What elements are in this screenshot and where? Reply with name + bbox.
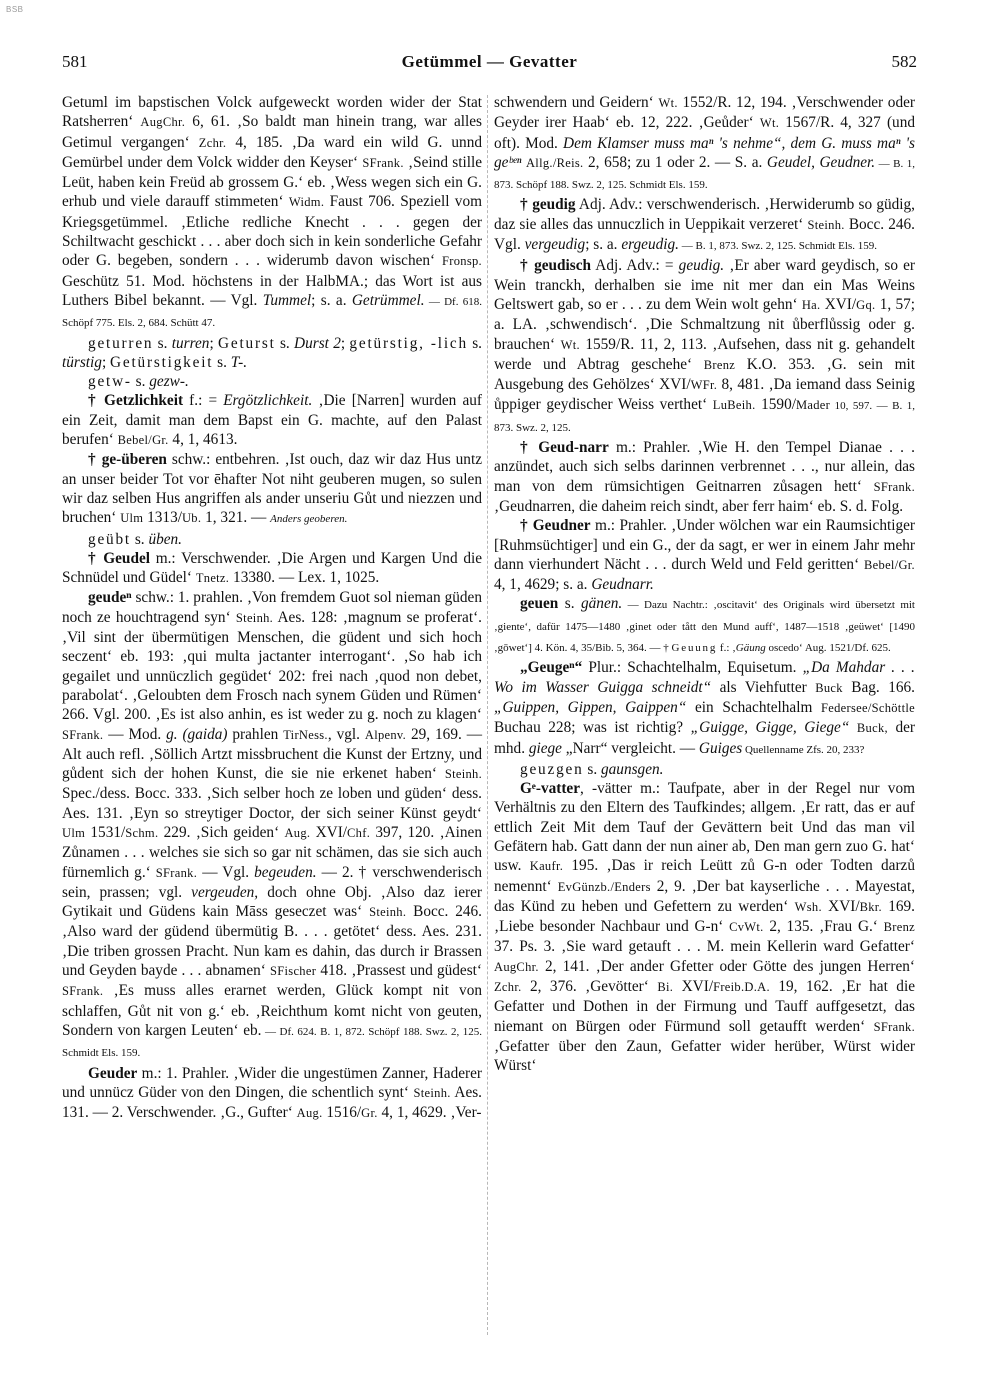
library-stamp: BSB	[6, 5, 24, 14]
entry-geugen: „Geugeⁿ“ Plur.: Schachtelhalm, Equisetum. „Da Mahdar . . . Wo im Wasser Guigga schneidt“ als Viehfutter Buck Bag. 166. „Guippen, Gippen, Gaippen“ ein Schachtelhalm Federsee/Schöttle Buchau 228; was ist richtig? „Guigge, Gigge, Giege“ Buck, der mhd. giege „Narr“ vergleicht. — Guiges Quellenname Zfs. 20, 233?	[494, 659, 916, 757]
entry-geuden: geudeⁿ schw.: 1. prahlen. ‚Von fremdem Guot sol nieman güden noch ze houchtragend syn‘ Steinh. Aes. 128: ‚magnum se proferat‘. ‚Vil sint der übermütigen Menschen, die güdent und sich hoch seczent‘ eb. 193: ‚qui multa jactanter interrogant‘. ‚So hab ich gegailet und unnüczlich gegüdet‘ 202: frei nach ‚quod non debet, parabolat‘. ‚Geloubten dem Frosch nach synem Güden und Rümen‘ 266. Vgl. 200. ‚Es ist also anhin, es ist weder zu g. noch zu klagen‘ SFrank. — Mod. g. (gaida) prahlen TirNess., vgl. Alpenv. 29, 169. — Alt auch refl. ‚Söllich Artzt missbruchent die Kunst der Ertzny, und gůdent sich der hohen Kunst, die sie nie erkenet haben‘ Steinh. Spec./dess. Bocc. 333. ‚Sich selber hoch ze loben und güden‘ dess. Aes. 131. ‚Eyn so streytiger Doctor, der sich seiner Künst geydt‘ Ulm 1531/Schm. 229. ‚Sich geiden‘ Aug. XVI/Chf. 397, 120. ‚Ainen Zůnamen . . . welches sie sich so gar nit schämen, das sie sich auch fürnemlich g.‘ SFrank. — Vgl. begeuden. — 2. † verschwenderisch sein, prassen; vgl. vergeuden, doch ohne Obj. ‚Also daz ierer Gytikait und Güdens kain Māss geseczet was‘ Steinh. Bocc. 246. ‚Also ward der güdend übermütig B. . . . getötet‘ dess. Aes. 231. ‚Die triben grossen Pracht. Nun kam es dahin, das durch ir Brassen und Geyden bayde . . . abnamen‘ SFischer 418. ‚Prassest und güdest‘ SFrank. ‚Es muss alles erarnet werden, Glück kompt nit von schlaffen, Gůt nit von g.‘ eb. ‚Reichthum komt nicht von geuten, Sondern von kargen Leuten‘ eb. — Df. 624. B. 1, 872. Schöpf 188. Swz. 2, 125. Schmidt Els. 159.	[62, 589, 483, 1060]
entry-gevatter: Gᵉ-vatter, -vätter m.: Taufpate, aber in der Regel nur vom Verhältnis zu den Eltern des Taufkindes; allgem. ‚Er ratt, das er auf ettlich Zeit Mit dem Tauf der Gevättern beit Und das man vil Gefätern hab. Gatt dann der nun ainer ab, Den man gern zuo G. hat‘ usw. Kaufr. 195. ‚Das ir reich Leütt zů G-n oder Todten darzů nemennt‘ EvGünzb./Enders 2, 9. ‚Der bat kayserliche . . . Mayestat, das Künd zu heben und Gefettern zu werden‘ Wsh. XVI/Bkr. 169. ‚Liebe besonder Nachbaur und G-n‘ CvWt. 2, 135. ‚Frau G.‘ Brenz 37. Ps. 3. ‚Sie ward getauft . . . M. mein Kellerin ward Gefatter‘ AugChr. 2, 141. ‚Der ander Gfetter oder Götte des jungen Herren‘ Zchr. 2, 376. ‚Gevötter‘ Bi. XVI/Freib.D.A. 19, 162. ‚Er hat die Gefatter und Dothen in der Firmung und Tauff auffgesetzt, das niemant on Bürgen oder Fürmund soll getaufft werden‘ SFrank. ‚Gefatter über den Zaun, Gefatter wider herüber, Würst wider Würst‘	[494, 780, 916, 1075]
entry-geud-narr: † Geud-narr m.: Prahler. ‚Wie H. den Tempel Dianae . . . anzündet, auch sich selbs darinnen verbrennet . . ., nur allein, das man von dem rümsichtigen Geitnarren zůsagen hett‘ SFrank. ‚Geudnarren, die daheim reich sindt, aber ferr haim‘ eb. S. d. Folg.	[494, 439, 915, 515]
entry-geudisch: † geudisch Adj. Adv.: = geudig. ‚Er aber ward geydisch, so er Wein tranckh, derhalben sie ime nit mer dan ein Mas Weins Geltswert gab, so er . . . zu dem Wein wolt gehn‘ Ha. XVI/Gq. 1, 57; a. LA. ‚schwendisch‘. ‚Die Schmaltzung nit ůberflůssig oder g. brauchen‘ Wt. 1559/R. 11, 2, 113. ‚Aufsehen, dass nit g. gehandelt werde und Abtrag geschehe‘ Brenz K.O. 353. ‚G. sein mit Ausgebung des Gehölzes‘ XVI/WFr. 8, 481. ‚Da iemand dass Seinig ůppiger geydischer Weiss verthet‘ LuBeih. 1590/Mader 10, 597. — B. 1, 873. Swz. 2, 125.	[494, 257, 916, 434]
running-title: Getümmel — Gevatter	[401, 52, 578, 71]
entry-getuemmel-continued: Getuml im bapstischen Volck aufgeweckt worden wider der Stat Ratsherren‘ AugChr. 6, 61. ‚So baldt man hinein trang, war alles Getimul vergangen‘ Zchr. 4, 185. ‚Da ward ein wild G. unnd Gemürbel under dem Volck widder den Keyser‘ SFrank. ‚Seind stille Leüt, haben kein Freüd ab grossem G.‘ eb. ‚Wess wegen sich ein G. erhub und viele darauff stimmeten‘ Widm. Faust 706. Speziell vom Kriegsgetümmel. ‚Etliche redliche Knecht . . . gegen der Schiltwacht geschickt . . . aber doch sich in kein sonderliche Gefahr oder G. begeben, sondern . . . widerumb davon wischen‘ Fronsp. Geschütz 51. Mod. höchstens in der HalbMA.; das Wort ist aus Luthers Bibel bekannt. — Vgl. Tummel; s. a. Getrümmel. — Df. 618. Schöpf 775. Els. 2, 684. Schütt 47.	[62, 94, 482, 330]
entry-geuzgen: geuzgen s. gaunsgen.	[520, 760, 664, 778]
left-column	[62, 93, 482, 1123]
page-number-left: 581	[62, 52, 88, 71]
entry-geuder-continued: schwendern und Geidern‘ Wt. 1552/R. 12, 194. ‚Verschwender oder Geyder irer Haab‘ eb. 12, 222. ‚Geůder‘ Wt. 1567/R. 4, 327 (und oft). Mod. Dem Klamser muss maⁿ 's nehme“, dem G. muss maⁿ 's geᵇᵉⁿ Allg./Reis. 2, 658; zu 1 oder 2. — S. a. Geudel, Geudner. — B. 1, 873. Schöpf 188. Swz. 2, 125. Schmidt Els. 159.	[494, 94, 915, 192]
entry-geuebt: geübt s. üben.	[88, 530, 182, 548]
entry-getw: getw- s. gezw-.	[88, 373, 189, 391]
running-header	[62, 52, 917, 76]
entry-geturren: geturren s. turren; Geturst s. Durst 2; getürstig, -lich s. türstig; Getürstigkeit s. T-.	[62, 334, 483, 371]
entry-geuder: Geuder m.: 1. Prahler. ‚Wider die ungestümen Zanner, Haderer und unnücz Güder von den Dingen, die schentlich synt‘ Steinh. Aes. 131. — 2. Verschwender. ‚G., Gufter‘ Aug. 1516/Gr. 4, 1, 4629. ‚Ver-	[62, 1064, 483, 1122]
entry-geudel: † Geudel m.: Verschwender. ‚Die Argen und Kargen Und die Schnüdel und Güdel‘ Tnetz. 13380. — Lex. 1, 1025.	[62, 549, 483, 587]
right-column	[494, 93, 915, 1076]
column-divider	[487, 95, 488, 1335]
entry-geuen: geuen s. gänen. — Dazu Nachtr.: ‚oscitavit‘ des Originals wird übersetzt mit ‚giente‘, dafür 1475—1480 ‚ginet oder tått den Mund auff‘, 1487—1518 ‚geüwet‘ [1490 ‚gōwet‘] 4. Kön. 4, 35/Bib. 5, 364. — † Geuung f.: ‚Gäung oscedo‘ Aug. 1521/Df. 625.	[494, 595, 915, 655]
entry-geudig: † geudig Adj. Adv.: verschwenderisch. ‚Herwiderumb so güdig, daz sie alles das unnuczlich in Ueppikait verzeret‘ Steinh. Bocc. 246. Vgl. vergeudig; s. a. ergeudig. — B. 1, 873. Swz. 2, 125. Schmidt Els. 159.	[494, 196, 915, 254]
entry-geudner: † Geudner m.: Prahler. ‚Under wölchen war ein Raumsichtiger [Ruhmsüchtiger] und ein G., der da sagt, er wer in einem Jahr mehr dann vierhundert Nächt . . . durch Weld und Feld geritten‘ Bebel/Gr. 4, 1, 4629; s. a. Geudnarr.	[494, 517, 916, 594]
entry-getzlichkeit: † Getzlichkeit f.: = Ergötzlichkeit. ‚Die [Narren] wurden auf ein Zeit, damit man dem Bapst ein G. machte, auf den Palast berufen‘ Bebel/Gr. 4, 1, 4613.	[62, 392, 482, 449]
page-number-right: 582	[891, 52, 917, 71]
entry-ge-ueberen: † ge-überen schw.: entbehren. ‚Ist ouch, daz wir daz Hus untz an unser beider Tot vor ēhafter Not niht geuberen mugen, so sulen wir daz selben Hus angriffen als ander unseriu Gůt und niezzen und bruchen‘ Ulm 1313/Ub. 1, 321. — Anders geoberen.	[62, 451, 482, 527]
